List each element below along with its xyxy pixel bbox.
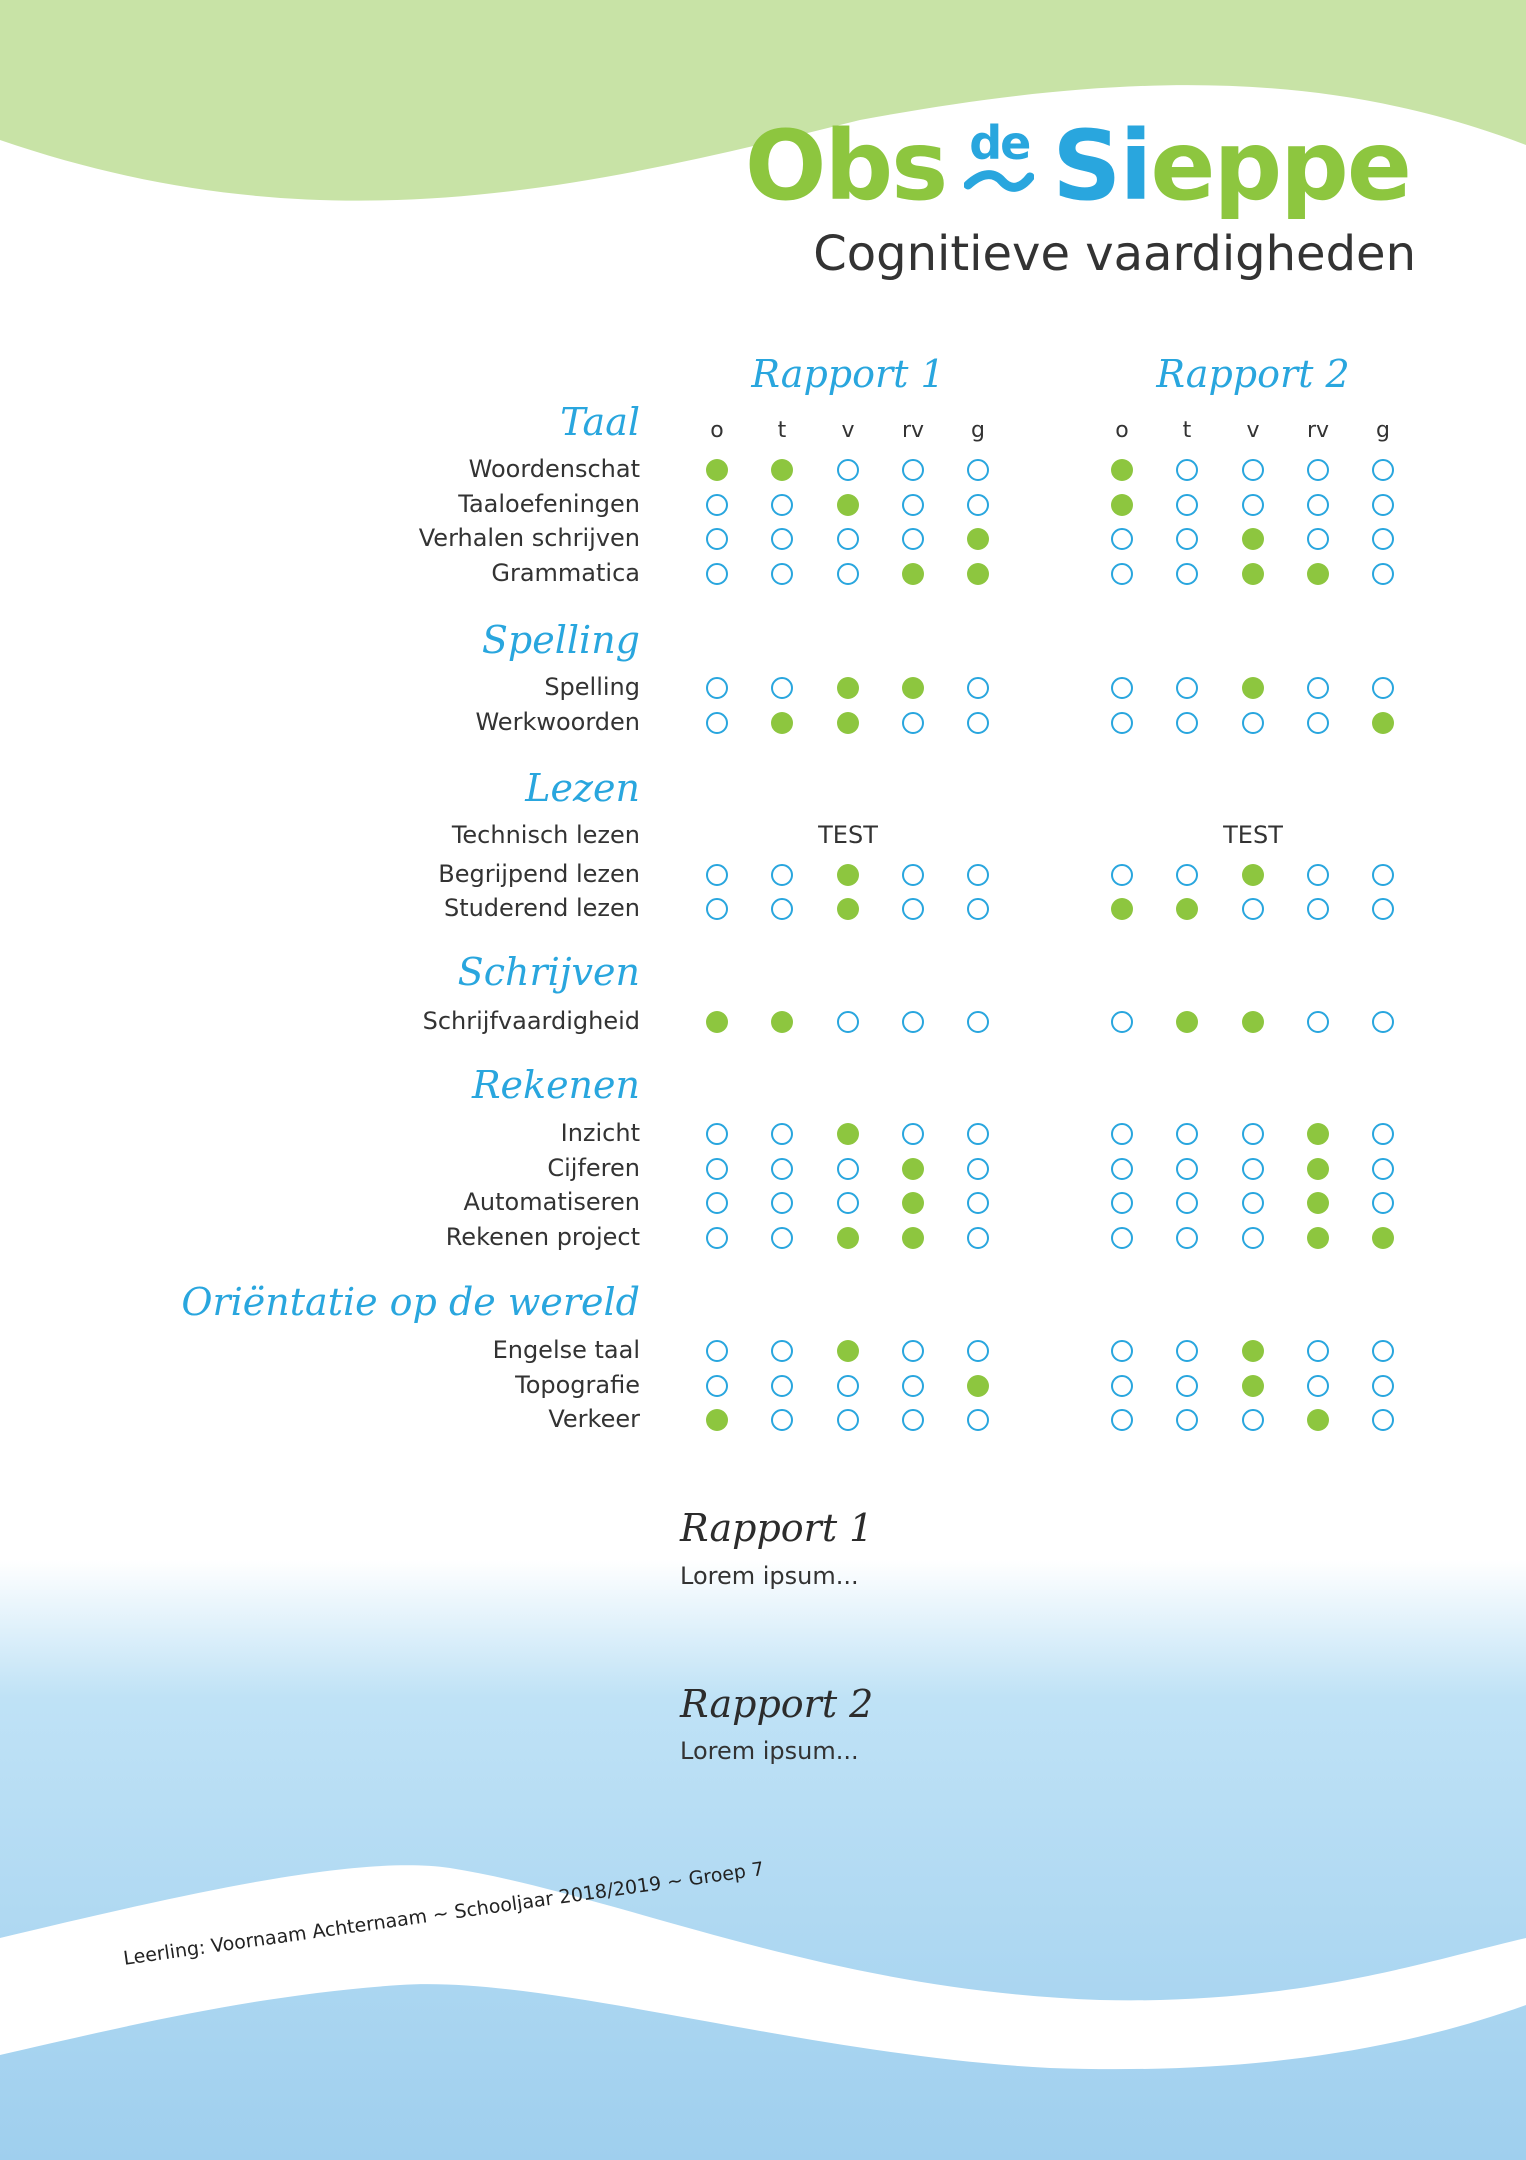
empty-circle-icon — [1111, 677, 1133, 699]
note-title-1: Rapport 1 — [680, 1506, 874, 1550]
skill-label: Inzicht — [560, 1119, 640, 1147]
skill-label: Verkeer — [548, 1405, 640, 1434]
empty-circle-icon — [967, 1011, 989, 1033]
empty-circle-icon — [771, 677, 793, 699]
empty-circle-icon — [1372, 459, 1394, 481]
empty-circle-icon — [902, 1340, 924, 1362]
empty-circle-icon — [706, 494, 728, 516]
column-header-v: v — [1246, 418, 1260, 443]
column-header-g: g — [971, 418, 985, 443]
skill-label: Verhalen schrijven — [418, 524, 640, 553]
empty-circle-icon — [902, 494, 924, 516]
column-header-rv: rv — [1306, 418, 1330, 443]
filled-circle-icon — [837, 864, 859, 886]
rapport-header-1: Rapport 1 — [751, 352, 945, 396]
filled-circle-icon — [967, 1375, 989, 1397]
empty-circle-icon — [1307, 712, 1329, 734]
logo-de-mark — [960, 118, 1038, 208]
empty-circle-icon — [967, 494, 989, 516]
section-title: Schrijven — [457, 950, 640, 994]
filled-circle-icon — [706, 1011, 728, 1033]
skill-label: Werkwoorden — [475, 707, 640, 736]
filled-circle-icon — [902, 1158, 924, 1180]
empty-circle-icon — [1307, 1375, 1329, 1397]
empty-circle-icon — [837, 1375, 859, 1397]
rapport-header-2: Rapport 2 — [1156, 352, 1350, 396]
filled-circle-icon — [1176, 1011, 1198, 1033]
empty-circle-icon — [902, 1011, 924, 1033]
empty-circle-icon — [1176, 459, 1198, 481]
filled-circle-icon — [1307, 1123, 1329, 1145]
filled-circle-icon — [1242, 1011, 1264, 1033]
empty-circle-icon — [902, 712, 924, 734]
skill-label: Begrijpend lezen — [438, 859, 640, 888]
empty-circle-icon — [1372, 1158, 1394, 1180]
empty-circle-icon — [1242, 1227, 1264, 1249]
skill-label: Grammatica — [491, 559, 640, 588]
page-subtitle: Cognitieve vaardigheden — [813, 226, 1416, 282]
filled-circle-icon — [837, 677, 859, 699]
empty-circle-icon — [837, 1011, 859, 1033]
empty-circle-icon — [837, 563, 859, 585]
empty-circle-icon — [1372, 1340, 1394, 1362]
empty-circle-icon — [902, 864, 924, 886]
section-title: Spelling — [481, 618, 640, 662]
empty-circle-icon — [1372, 1011, 1394, 1033]
filled-circle-icon — [1307, 1158, 1329, 1180]
filled-circle-icon — [902, 677, 924, 699]
section-title: Oriëntatie op de wereld — [181, 1280, 640, 1324]
filled-circle-icon — [837, 494, 859, 516]
skill-label: Automatiseren — [463, 1188, 640, 1217]
empty-circle-icon — [1111, 1340, 1133, 1362]
empty-circle-icon — [967, 1227, 989, 1249]
skill-label: Woordenschat — [468, 455, 640, 483]
filled-circle-icon — [1111, 459, 1133, 481]
column-header-o: o — [1115, 418, 1129, 443]
empty-circle-icon — [1176, 864, 1198, 886]
empty-circle-icon — [1242, 712, 1264, 734]
empty-circle-icon — [1307, 459, 1329, 481]
filled-circle-icon — [706, 459, 728, 481]
empty-circle-icon — [1111, 864, 1133, 886]
logo-obs: Obs — [744, 110, 947, 222]
empty-circle-icon — [1176, 677, 1198, 699]
filled-circle-icon — [1307, 563, 1329, 585]
empty-circle-icon — [771, 1340, 793, 1362]
empty-circle-icon — [1176, 494, 1198, 516]
empty-circle-icon — [771, 494, 793, 516]
column-header-rv: rv — [901, 418, 925, 443]
filled-circle-icon — [1372, 712, 1394, 734]
empty-circle-icon — [706, 1340, 728, 1362]
empty-circle-icon — [1111, 1123, 1133, 1145]
empty-circle-icon — [1307, 677, 1329, 699]
empty-circle-icon — [967, 677, 989, 699]
footer-student-info: Leerling: Voornaam Achternaam ~ Schooljaar 2018/2019 ~ Groep 7 — [122, 1858, 766, 1970]
empty-circle-icon — [771, 864, 793, 886]
filled-circle-icon — [1242, 1375, 1264, 1397]
filled-circle-icon — [967, 563, 989, 585]
logo-wave-icon — [964, 170, 1034, 192]
empty-circle-icon — [1111, 563, 1133, 585]
empty-circle-icon — [1176, 563, 1198, 585]
empty-circle-icon — [771, 1123, 793, 1145]
empty-circle-icon — [771, 1158, 793, 1180]
empty-circle-icon — [837, 459, 859, 481]
filled-circle-icon — [1242, 677, 1264, 699]
empty-circle-icon — [706, 864, 728, 886]
column-header-v: v — [841, 418, 855, 443]
section-title: Rekenen — [471, 1063, 640, 1107]
skill-label: Topografie — [515, 1370, 640, 1399]
section-title: Lezen — [525, 766, 640, 810]
filled-circle-icon — [771, 459, 793, 481]
logo-eppe: eppe — [1150, 110, 1410, 222]
school-logo — [744, 110, 1410, 222]
empty-circle-icon — [1372, 1123, 1394, 1145]
skill-label: Rekenen project — [445, 1223, 640, 1252]
empty-circle-icon — [1307, 1340, 1329, 1362]
filled-circle-icon — [1111, 494, 1133, 516]
filled-circle-icon — [902, 563, 924, 585]
empty-circle-icon — [967, 864, 989, 886]
empty-circle-icon — [1176, 1340, 1198, 1362]
empty-circle-icon — [1176, 1375, 1198, 1397]
empty-circle-icon — [706, 1158, 728, 1180]
logo-de: de — [969, 116, 1030, 170]
filled-circle-icon — [1307, 1227, 1329, 1249]
skill-label: Schrijfvaardigheid — [422, 1007, 640, 1035]
empty-circle-icon — [902, 1123, 924, 1145]
empty-circle-icon — [1372, 563, 1394, 585]
column-header-o: o — [710, 418, 724, 443]
section-title: Taal — [560, 400, 640, 444]
empty-circle-icon — [706, 1375, 728, 1397]
empty-circle-icon — [967, 1158, 989, 1180]
empty-circle-icon — [706, 677, 728, 699]
empty-circle-icon — [967, 1340, 989, 1362]
empty-circle-icon — [1111, 1227, 1133, 1249]
rapport-2-test-text: TEST — [1223, 821, 1283, 849]
empty-circle-icon — [771, 563, 793, 585]
empty-circle-icon — [1307, 864, 1329, 886]
empty-circle-icon — [1176, 1123, 1198, 1145]
skill-label: Cijferen — [547, 1153, 640, 1182]
empty-circle-icon — [1307, 494, 1329, 516]
empty-circle-icon — [706, 712, 728, 734]
empty-circle-icon — [1176, 1227, 1198, 1249]
note-title-2: Rapport 2 — [680, 1682, 874, 1726]
empty-circle-icon — [967, 1123, 989, 1145]
empty-circle-icon — [902, 1375, 924, 1397]
empty-circle-icon — [1111, 1375, 1133, 1397]
empty-circle-icon — [1242, 459, 1264, 481]
empty-circle-icon — [771, 1227, 793, 1249]
skill-label: Technisch lezen — [451, 821, 640, 849]
empty-circle-icon — [1111, 1011, 1133, 1033]
empty-circle-icon — [1372, 494, 1394, 516]
empty-circle-icon — [1176, 712, 1198, 734]
empty-circle-icon — [1372, 677, 1394, 699]
empty-circle-icon — [1242, 1123, 1264, 1145]
empty-circle-icon — [706, 1123, 728, 1145]
skill-label: Engelse taal — [492, 1336, 640, 1364]
filled-circle-icon — [837, 1227, 859, 1249]
empty-circle-icon — [771, 1375, 793, 1397]
empty-circle-icon — [706, 563, 728, 585]
rapport-1-test-text: TEST — [818, 821, 878, 849]
filled-circle-icon — [1242, 563, 1264, 585]
skill-label: Studerend lezen — [443, 894, 640, 923]
empty-circle-icon — [1242, 1158, 1264, 1180]
filled-circle-icon — [902, 1227, 924, 1249]
note-text-2: Lorem ipsum... — [680, 1737, 859, 1765]
empty-circle-icon — [1307, 1011, 1329, 1033]
skill-label: Spelling — [544, 673, 640, 701]
column-header-t: t — [1182, 418, 1192, 443]
empty-circle-icon — [1111, 1158, 1133, 1180]
empty-circle-icon — [1372, 1375, 1394, 1397]
empty-circle-icon — [837, 1158, 859, 1180]
empty-circle-icon — [1242, 494, 1264, 516]
logo-si: Si — [1052, 110, 1151, 222]
column-header-t: t — [777, 418, 787, 443]
empty-circle-icon — [706, 1227, 728, 1249]
filled-circle-icon — [837, 1340, 859, 1362]
empty-circle-icon — [1111, 712, 1133, 734]
bottom-blue-gradient — [0, 1500, 1526, 2160]
filled-circle-icon — [1242, 864, 1264, 886]
filled-circle-icon — [837, 1123, 859, 1145]
empty-circle-icon — [1176, 1158, 1198, 1180]
filled-circle-icon — [1242, 1340, 1264, 1362]
note-text-1: Lorem ipsum... — [680, 1562, 859, 1590]
empty-circle-icon — [967, 712, 989, 734]
empty-circle-icon — [967, 459, 989, 481]
empty-circle-icon — [902, 459, 924, 481]
filled-circle-icon — [771, 1011, 793, 1033]
filled-circle-icon — [1372, 1227, 1394, 1249]
skill-label: Taaloefeningen — [458, 489, 640, 518]
filled-circle-icon — [771, 712, 793, 734]
column-header-g: g — [1376, 418, 1390, 443]
filled-circle-icon — [837, 712, 859, 734]
empty-circle-icon — [1372, 864, 1394, 886]
